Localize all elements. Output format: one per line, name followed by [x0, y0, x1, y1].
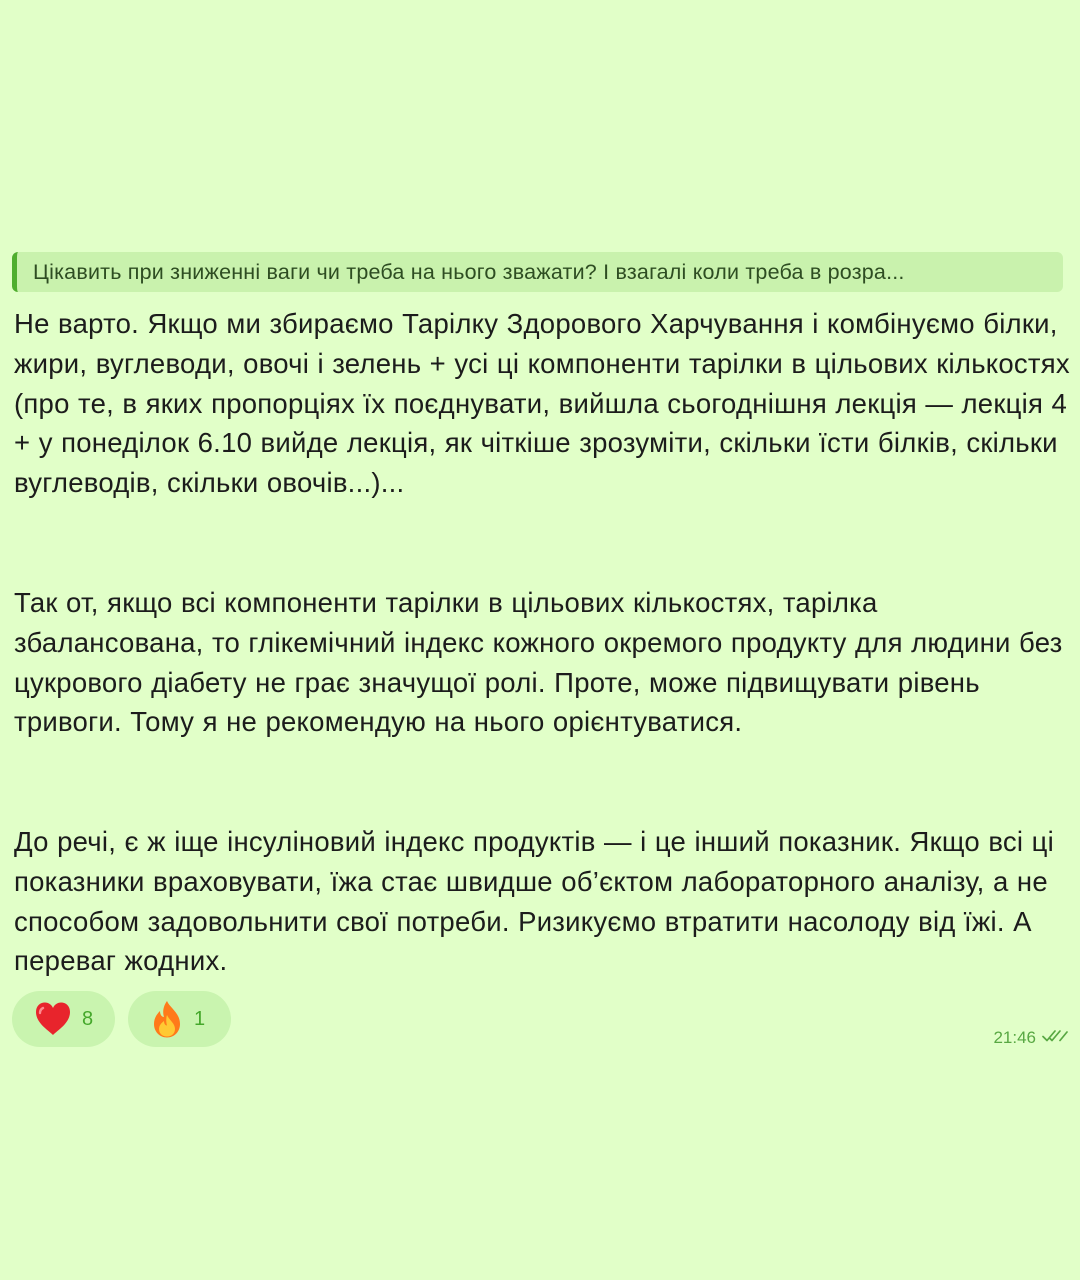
reaction-heart-count: 8: [82, 1007, 94, 1030]
message-time: 21:46: [993, 1028, 1036, 1047]
fire-icon: [150, 999, 184, 1039]
reaction-fire-count: 1: [194, 1007, 206, 1030]
double-check-icon: [1042, 1028, 1068, 1048]
reaction-fire[interactable]: [128, 991, 231, 1047]
reaction-heart[interactable]: [12, 991, 115, 1047]
reactions-bar: [12, 991, 231, 1047]
message-paragraph-3: До речі, є ж іще інсуліновий індекс продуктів — і це інший показник. Якщо всі ці показники враховувати, їжа стає швидше об’єктом лабораторного аналізу, а не способом задовольнити свої потреби. Ризикуємо втратити насолоду від їжі. А переваг жодних.: [14, 826, 1055, 977]
reply-quote[interactable]: [12, 252, 1063, 292]
message-paragraph-2: Так от, якщо всі компоненти тарілки в цільових кількостях, тарілка збалансована, то глікемічний індекс кожного окремого продукту для людини без цукрового діабету не грає значущої ролі. Проте, може підвищувати рівень тривоги. Тому я не рекомендую на нього орієнтуватися.: [14, 587, 1063, 738]
message-paragraph-1: Не варто. Якщо ми збираємо Тарілку Здорового Харчування і комбінуємо білки, жири, вуглеводи, овочі і зелень + усі ці компоненти тарілки в цільових кількостях (про те, в яких пропорціях їх поєднувати, вийшла сьогоднішня лекція — лекція 4 + у понеділок 6.10 вийде лекція, як чіткіше зрозуміти, скільки їсти білків, скільки вуглеводів, скільки овочів...)...: [14, 308, 1070, 499]
message-meta: [993, 1028, 1068, 1048]
heart-icon: [34, 1001, 72, 1037]
reply-quote-text: Цікавить при зниженні ваги чи треба на нього зважати? І взагалі коли треба в розра...: [33, 259, 905, 284]
